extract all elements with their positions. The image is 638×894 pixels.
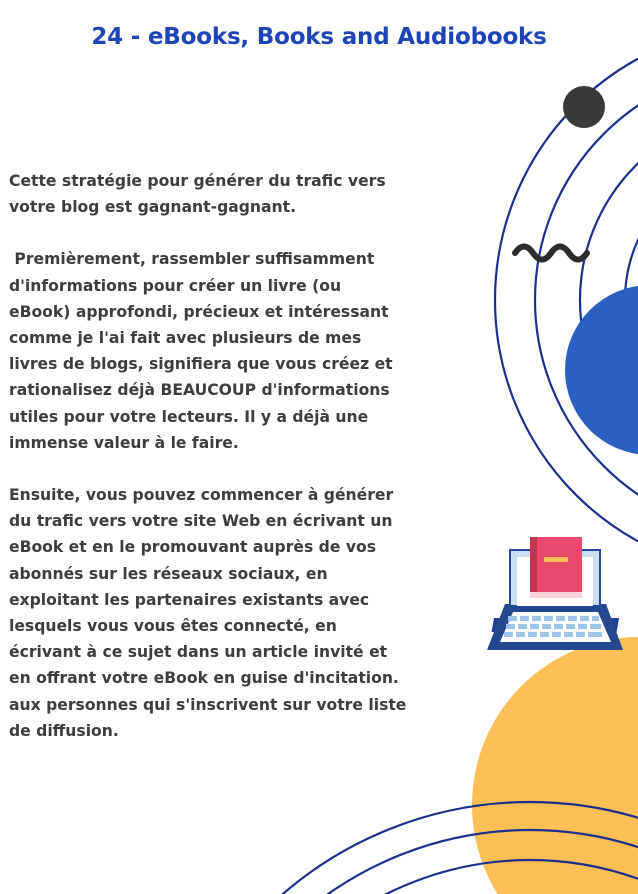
text-line: eBook et en le promouvant auprès de vos bbox=[9, 538, 376, 557]
paragraph-2 bbox=[9, 246, 494, 456]
paragraph-1 bbox=[9, 168, 494, 220]
text-line: de diffusion. bbox=[9, 721, 119, 740]
text-line: Cette stratégie pour générer du trafic vers bbox=[9, 172, 386, 190]
paragraph-3 bbox=[9, 482, 494, 744]
text-line: abonnés sur les réseaux sociaux, en bbox=[9, 564, 328, 583]
article-body bbox=[9, 168, 494, 744]
text-line: lesquels vous vous êtes connecté, en bbox=[9, 617, 337, 636]
text-line: aux personnes qui s'inscrivent sur votre liste bbox=[9, 695, 407, 714]
text-line: Ensuite, vous pouvez commencer à générer bbox=[9, 486, 394, 505]
text-line: exploitant les partenaires existants avec bbox=[9, 590, 370, 609]
text-line: utiles pour votre lecteurs. Il y a déjà une bbox=[9, 407, 369, 426]
text-line: Premièrement, rassembler suffisamment bbox=[9, 250, 375, 269]
text-line: comme je l'ai fait avec plusieurs de mes bbox=[9, 329, 362, 348]
text-line: écrivant à ce sujet dans un article invité et bbox=[9, 643, 388, 662]
text-line: du trafic vers votre site Web en écrivant un bbox=[9, 512, 393, 531]
zigzag-wave bbox=[515, 247, 587, 260]
blue-circle bbox=[565, 285, 638, 455]
text-line: eBook) approfondi, précieux et intéressant bbox=[9, 302, 389, 321]
orange-circle bbox=[472, 637, 638, 894]
laptop-with-book-icon bbox=[487, 537, 623, 650]
text-line: rationalisez déjà BEAUCOUP d'informations bbox=[9, 381, 390, 400]
page-title: 24 - eBooks, Books and Audiobooks bbox=[91, 24, 547, 50]
text-line: votre blog est gagnant-gagnant. bbox=[9, 198, 297, 217]
text-line: livres de blogs, signifiera que vous créez et bbox=[9, 355, 393, 374]
text-line: en offrant votre eBook en guise d'incitation. bbox=[9, 669, 399, 688]
dark-dot bbox=[563, 86, 605, 128]
text-line: d'informations pour créer un livre (ou bbox=[9, 276, 342, 295]
text-line: immense valeur à le faire. bbox=[9, 433, 239, 452]
